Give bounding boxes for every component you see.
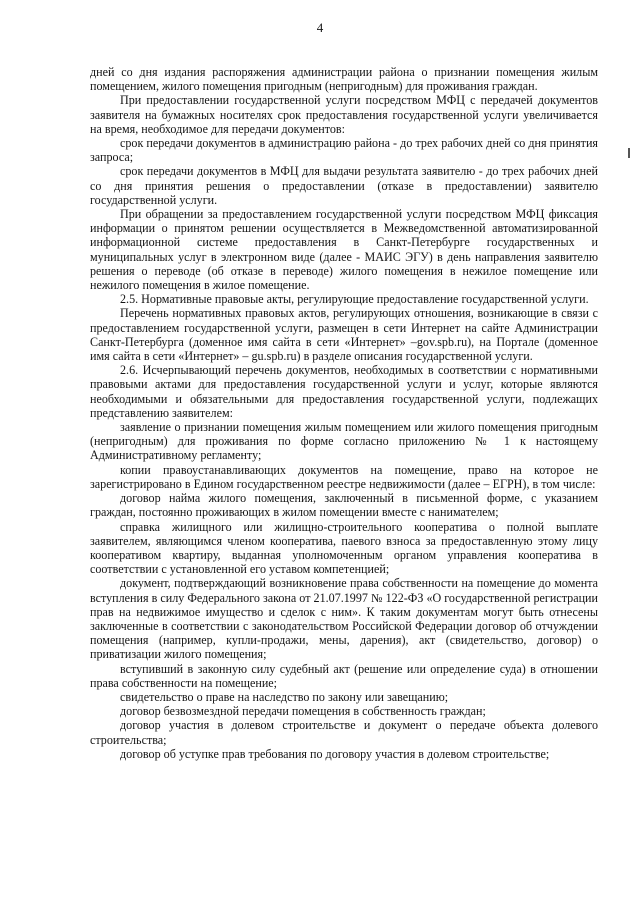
- paragraph: договор найма жилого помещения, заключенный в письменной форме, с указанием граждан, постоянно проживающих в жилом помещении вместе с нанимателем;: [90, 491, 598, 520]
- paragraph: срок передачи документов в администрацию района - до трех рабочих дней со дня принятия запроса;: [90, 136, 598, 165]
- paragraph: справка жилищного или жилищно-строительного кооператива о полной выплате заявителем, являющимся членом кооператива, паевого взноса за предоставленную этому лицу кооперативом квартиру, выданная уполномоченным органом управления кооператива в соответствии с установленной его уставом компетенцией;: [90, 519, 598, 577]
- paragraph: При обращении за предоставлением государственной услуги посредством МФЦ фиксация информации о принятом решении осуществляется в Межведомственной автоматизированной информационной системе предоставления в Санкт-Петербурге государственных и муниципальных услуг в электронном виде (далее - МАИС ЭГУ) в день направления заявителю решения о переводе (об отказе в переводе) жилого помещения в нежилое помещение или нежилого помещения в жилое помещение.: [90, 207, 598, 293]
- paragraph: свидетельство о праве на наследство по закону или завещанию;: [120, 689, 449, 704]
- paragraph-continuation: дней со дня издания распоряжения администрации района о признании помещения жилым помещением, жилого помещения пригодным (непригодным) для проживания граждан.: [90, 65, 598, 94]
- paragraph: Перечень нормативных правовых актов, регулирующих отношения, возникающие в связи с предоставлением государственной услуги, размещен в сети Интернет на сайте Администрации Санкт-Петербурга (доменное имя сайта в сети «Интернет» –gov.spb.ru), на Портале (доменное имя сайта в сети «Интернет» – gu.spb.ru) в разделе описания государственной услуги.: [90, 306, 598, 364]
- section-heading-2-6: 2.6. Исчерпывающий перечень документов, необходимых в соответствии с нормативными правовыми актами для предоставления государственной услуги и услуг, которые являются необходимыми и обязательными для предоставления государственной услуги, подлежащих представлению заявителем:: [90, 363, 598, 420]
- paragraph: копии правоустанавливающих документов на помещение, право на которое не зарегистрировано в Едином государственном реестре недвижимости (далее – ЕГРН), в том числе:: [90, 462, 598, 491]
- section-heading-2-5: 2.5. Нормативные правовые акты, регулирующие предоставление государственной услуги.: [120, 292, 589, 307]
- paragraph: заявление о признании помещения жилым помещением или жилого помещения пригодным (непригодным) для проживания по форме согласно приложению № 1 к настоящему Административному регламенту;: [90, 420, 598, 463]
- paragraph: договор участия в долевом строительстве и документ о передаче объекта долевого строительства;: [90, 718, 598, 747]
- paragraph: договор об уступке прав требования по договору участия в долевом строительстве;: [120, 746, 550, 761]
- document-body: [90, 65, 598, 761]
- paragraph: вступивший в законную силу судебный акт (решение или определение суда) в отношении права собственности на помещение;: [90, 661, 598, 690]
- paragraph: При предоставлении государственной услуги посредством МФЦ с передачей документов заявителя на бумажных носителях срок предоставления государственной услуги увеличивается на время, необходимое для передачи документов:: [90, 93, 598, 136]
- page-number: 4: [316, 20, 324, 35]
- margin-mark: [628, 148, 630, 158]
- paragraph: срок передачи документов в МФЦ для выдачи результата заявителю - до трех рабочих дней со дня принятия решения о предоставлении (отказе в предоставлении) заявителю государственной услуги.: [90, 164, 598, 207]
- paragraph: договор безвозмездной передачи помещения в собственность граждан;: [120, 704, 486, 719]
- paragraph: документ, подтверждающий возникновение права собственности на помещение до момента вступления в силу Федерального закона от 21.07.1997 № 122-ФЗ «О государственной регистрации прав на недвижимое имущество и сделок с ним». К таким документам могут быть отнесены заключенные в соответствии с законодательством Российской Федерации договор об отчуждении помещения (например, купли-продажи, мены, дарения), акт (свидетельство, договор) о приватизации жилого помещения;: [90, 576, 598, 662]
